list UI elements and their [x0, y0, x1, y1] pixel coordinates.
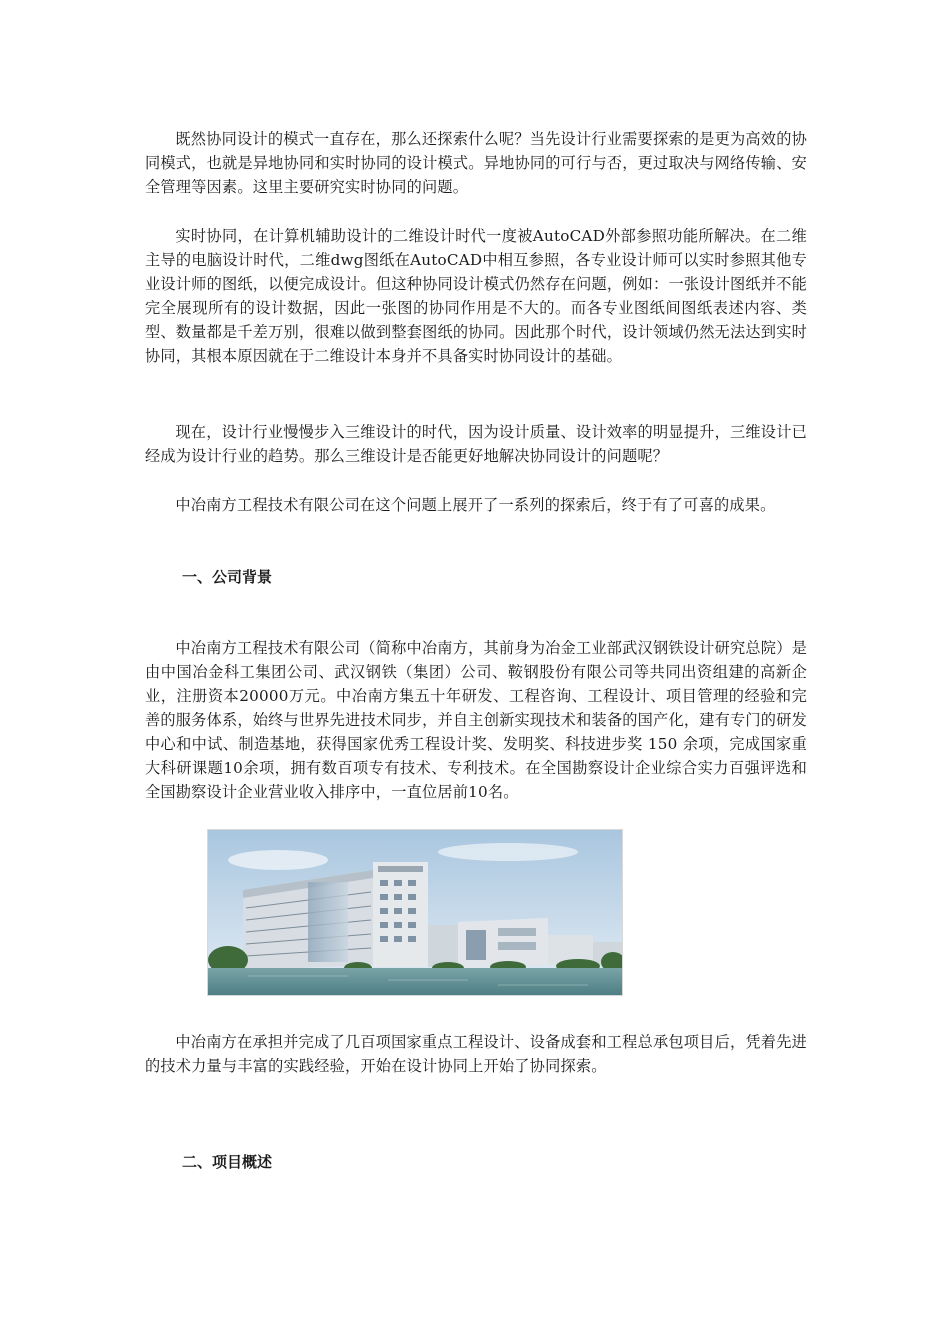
paragraph-3d-design-era: 现在，设计行业慢慢步入三维设计的时代，因为设计质量、设计效率的明显提升，三维设计已经成为设计行业的趋势。那么三维设计是否能更好地解决协同设计的问题呢？: [145, 423, 807, 465]
paragraph-company-exploration: 中冶南方工程技术有限公司在这个问题上展开了一系列的探索后，终于有了可喜的成果。: [175, 496, 776, 514]
section-heading-project-overview: 二、项目概述: [182, 1153, 273, 1171]
paragraph-collaboration-exploration: 中冶南方在承担并完成了几百项国家重点工程设计、设备成套和工程总承包项目后，凭着先进的技术力量与丰富的实践经验，开始在设计协同上开始了协同探索。: [145, 1033, 807, 1075]
paragraph-company-background: 中冶南方工程技术有限公司（简称中冶南方，其前身为冶金工业部武汉钢铁设计研究总院）是由中国冶金科工集团公司、武汉钢铁（集团）公司、鞍钢股份有限公司等共同出资组建的高新企业，注册资本20000万元。中冶南方集五十年研发、工程咨询、工程设计、项目管理的经验和完善的服务体系，始终与世界先进技术同步，并自主创新实现技术和装备的国产化，建有专门的研发中心和中试、制造基地，获得国家优秀工程设计奖、发明奖、科技进步奖 150 余项，完成国家重大科研课题10余项，拥有数百项专有技术、专利技术。在全国勘察设计企业综合实力百强评选和全国勘察设计企业营业收入排序中，一直位居前10名。: [145, 639, 807, 801]
building-illustration: [208, 830, 622, 995]
company-building-photo: [207, 829, 623, 996]
section-heading-company-background: 一、公司背景: [182, 568, 273, 586]
paragraph-realtime-collaboration: 实时协同，在计算机辅助设计的二维设计时代一度被AutoCAD外部参照功能所解决。在二维主导的电脑设计时代，二维dwg图纸在AutoCAD中相互参照，各专业设计师可以实时参照其他专业设计师的图纸，以便完成设计。但这种协同设计模式仍然存在问题，例如：一张设计图纸并不能完全展现所有的设计数据，因此一张图的协同作用是不大的。而各专业图纸间图纸表述内容、类型、数量都是千差万别，很难以做到整套图纸的协同。因此那个时代，设计领域仍然无法达到实时协同，其根本原因就在于二维设计本身并不具备实时协同设计的基础。: [145, 227, 807, 365]
paragraph-collaboration-modes: 既然协同设计的模式一直存在，那么还探索什么呢？当先设计行业需要探索的是更为高效的协同模式，也就是异地协同和实时协同的设计模式。异地协同的可行与否，更过取决与网络传输、安全管理等因素。这里主要研究实时协同的问题。: [145, 130, 807, 196]
